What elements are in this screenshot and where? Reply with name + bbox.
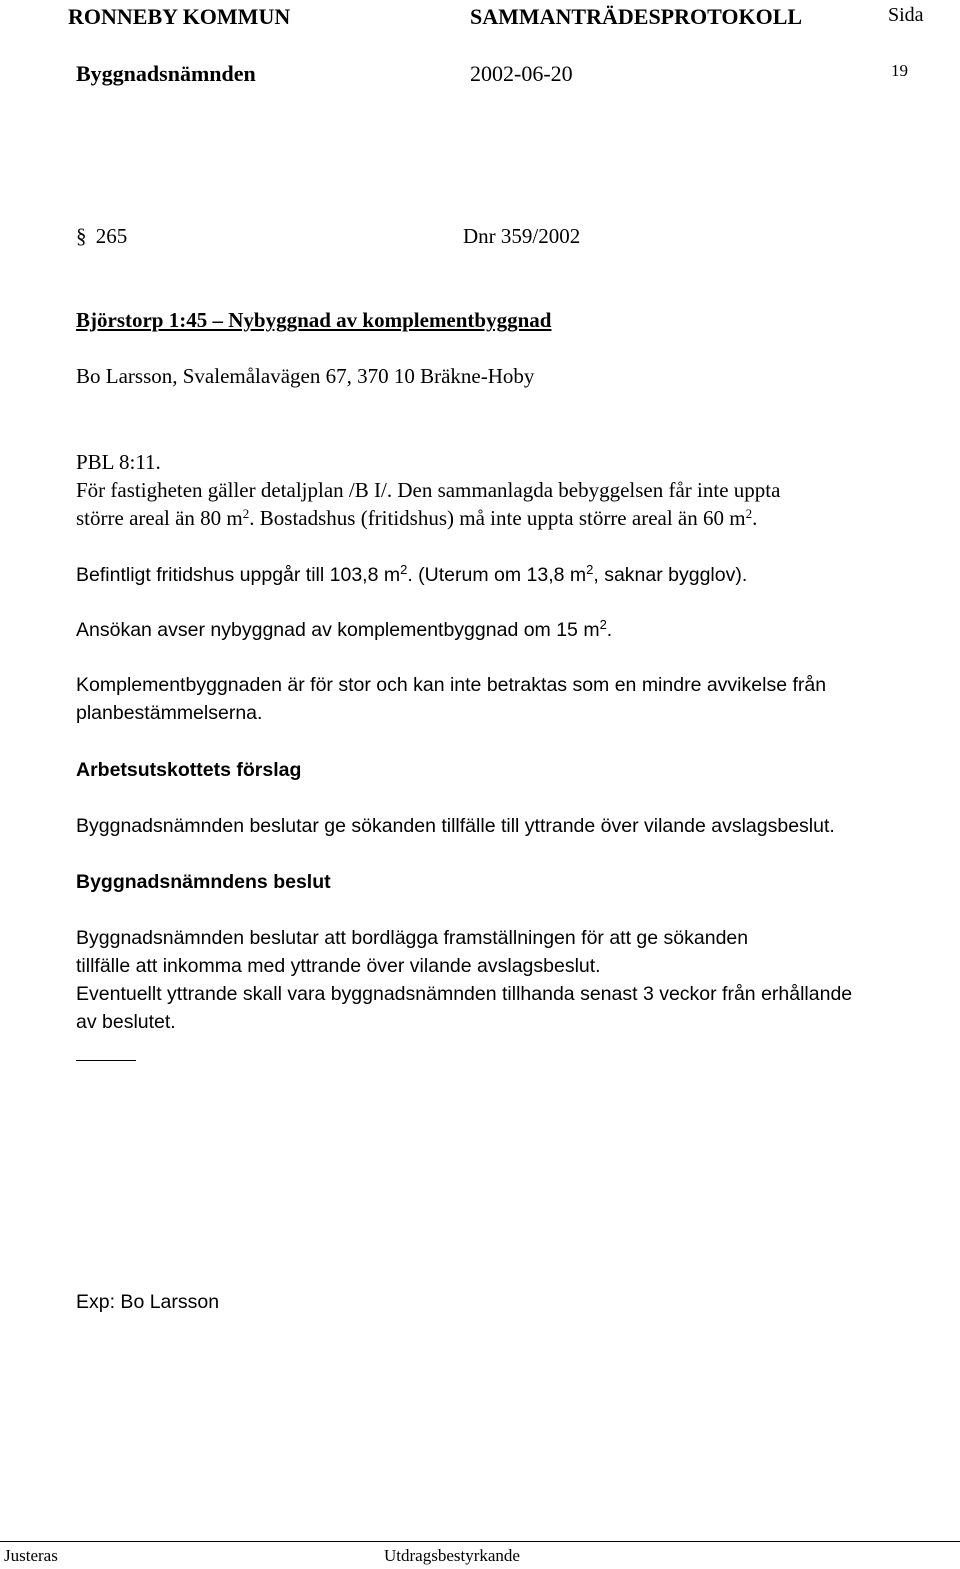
footer-rule bbox=[0, 1541, 960, 1542]
footer-utdragsbestyrkande: Utdragsbestyrkande bbox=[384, 1546, 520, 1565]
plan-paragraph-line2: större areal än 80 $m^2$. Bostadshus (fritidshus) må inte uppta större areal än 60 $m^2$. bbox=[76, 506, 758, 530]
section-heading bbox=[76, 222, 127, 250]
header-page-label: Sida bbox=[888, 4, 924, 26]
assessment-paragraph-line1: Komplementbyggnaden är för stor och kan inte betraktas som en mindre avvikelse från bbox=[76, 674, 827, 696]
header-date: 2002-06-20 bbox=[470, 61, 573, 86]
plan-paragraph-line1: För fastigheten gäller detaljplan /B I/. Den sammanlagda bebyggelsen får inte uppta bbox=[76, 478, 781, 502]
footer-justeras: Justeras bbox=[4, 1546, 58, 1565]
decision-line2: tillfälle att inkomma med yttrande över vilande avslagsbeslut. bbox=[76, 955, 601, 977]
decision-heading: Byggnadsnämndens beslut bbox=[76, 871, 331, 893]
header-doc-type: SAMMANTRÄDESPROTOKOLL bbox=[470, 4, 803, 29]
section-end-rule bbox=[76, 1060, 136, 1061]
decision-line3: Eventuellt yttrande skall vara byggnadsnämnden tillhanda senast 3 veckor från erhållande bbox=[76, 983, 853, 1005]
decision-line4: av beslutet. bbox=[76, 1011, 176, 1033]
case-applicant: Bo Larsson, Svalemålavägen 67, 370 10 Bräkne-Hoby bbox=[76, 364, 535, 388]
header-page-number: 19 bbox=[891, 61, 908, 80]
case-dnr: Dnr 359/2002 bbox=[463, 224, 581, 248]
committee-proposal-heading: Arbetsutskottets förslag bbox=[76, 759, 302, 781]
expedition-line: Exp: Bo Larsson bbox=[76, 1291, 220, 1313]
assessment-paragraph-line2: planbestämmelserna. bbox=[76, 702, 263, 724]
decision-line1: Byggnadsnämnden beslutar att bordlägga framställningen för att ge sökanden bbox=[76, 927, 749, 949]
committee-proposal-text: Byggnadsnämnden beslutar ge sökanden tillfälle till yttrande över vilande avslagsbeslut. bbox=[76, 815, 835, 837]
existing-house-paragraph: Befintligt fritidshus uppgår till 103,8 $m^2$. (Uterum om 13,8 $m^2$, saknar bygglov). bbox=[76, 562, 748, 586]
pbl-reference: PBL 8:11. bbox=[76, 450, 161, 474]
application-paragraph: Ansökan avser nybyggnad av komplementbyggnad om 15 $m^2$. bbox=[76, 617, 613, 641]
case-title: Björstorp 1:45 – Nybyggnad av komplementbyggnad bbox=[76, 308, 552, 332]
header-committee: Byggnadsnämnden bbox=[76, 61, 256, 86]
section-symbol: § bbox=[76, 224, 87, 248]
section-number: 265 bbox=[95, 224, 128, 248]
header-org: RONNEBY KOMMUN bbox=[68, 4, 291, 29]
